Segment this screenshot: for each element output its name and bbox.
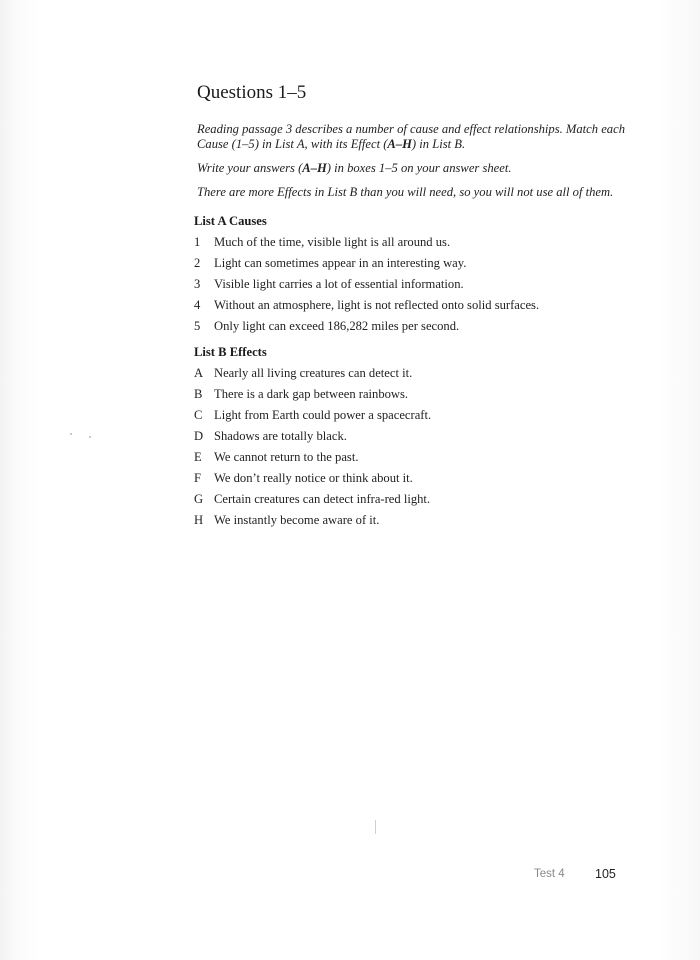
list-item xyxy=(194,408,634,429)
list-item-text: There is a dark gap between rainbows. xyxy=(214,387,409,401)
list-item-key: 5 xyxy=(194,319,201,333)
list-item-key: G xyxy=(194,492,204,506)
list-item-text: Without an atmosphere, light is not reflected onto solid surfaces. xyxy=(214,298,540,312)
list-item-key: C xyxy=(194,408,203,422)
list-item-key: E xyxy=(194,450,202,464)
scan-speck xyxy=(89,436,91,438)
list-item xyxy=(194,366,634,387)
list-item-text: Visible light carries a lot of essential information. xyxy=(214,277,464,291)
list-item xyxy=(194,319,634,340)
list-item-key: D xyxy=(194,429,204,443)
list-item xyxy=(194,513,634,534)
list-item-key: F xyxy=(194,471,202,485)
footer-test-label: Test 4 xyxy=(534,868,565,880)
list-item-key: 4 xyxy=(194,298,201,312)
instruction-paragraph-3: There are more Effects in List B than you will need, so you will not use all of them. xyxy=(197,185,614,199)
list-item xyxy=(194,471,634,492)
list-a-causes xyxy=(194,214,634,340)
list-item xyxy=(194,256,634,277)
scan-speck xyxy=(375,820,376,834)
list-item-text: Nearly all living creatures can detect it. xyxy=(214,366,413,380)
list-item-key: A xyxy=(194,366,204,380)
list-b-heading: List B Effects xyxy=(194,345,267,359)
list-item xyxy=(194,387,634,408)
footer-page-number: 105 xyxy=(595,867,616,881)
list-item xyxy=(194,298,634,319)
list-item-text: We instantly become aware of it. xyxy=(214,513,380,527)
list-item-key: 2 xyxy=(194,256,201,270)
instruction-paragraph-1: Reading passage 3 describes a number of cause and effect relationships. Match each Cause (1–5) in List A, with its Effect (A–H) in List B. xyxy=(197,122,625,151)
list-item-text: Much of the time, visible light is all around us. xyxy=(214,235,451,249)
list-item-key: 1 xyxy=(194,235,201,249)
instruction-paragraph-2: Write your answers (A–H) in boxes 1–5 on your answer sheet. xyxy=(197,161,512,175)
list-item xyxy=(194,277,634,298)
list-item-text: Light from Earth could power a spacecraft. xyxy=(214,408,432,422)
list-item xyxy=(194,450,634,471)
list-item-key: 3 xyxy=(194,277,201,291)
list-item xyxy=(194,429,634,450)
list-item xyxy=(194,235,634,256)
list-item-text: We don’t really notice or think about it. xyxy=(214,471,413,485)
instructions xyxy=(197,122,637,209)
list-item-key: H xyxy=(194,513,204,527)
list-item-text: Light can sometimes appear in an interesting way. xyxy=(214,256,467,270)
list-b-effects xyxy=(194,345,634,534)
list-item-text: We cannot return to the past. xyxy=(214,450,359,464)
list-item-text: Shadows are totally black. xyxy=(214,429,347,443)
list-item-text: Only light can exceed 186,282 miles per second. xyxy=(214,319,460,333)
list-item-text: Certain creatures can detect infra-red light. xyxy=(214,492,431,506)
list-item xyxy=(194,492,634,513)
list-item-key: B xyxy=(194,387,203,401)
page-title: Questions 1–5 xyxy=(197,82,307,103)
list-a-heading: List A Causes xyxy=(194,214,267,228)
scan-speck xyxy=(70,433,72,435)
